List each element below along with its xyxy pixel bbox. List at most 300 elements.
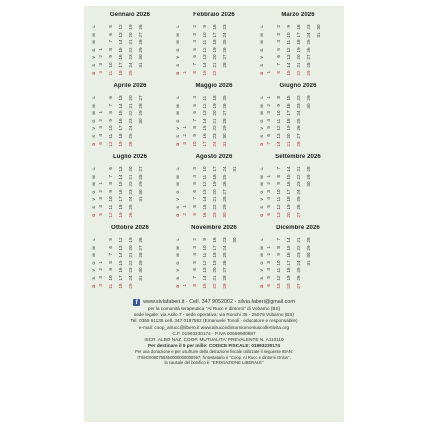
weekday-letter: M	[175, 245, 180, 250]
day-cell: 9	[276, 104, 281, 107]
weekday-letter: L	[175, 167, 180, 171]
day-empty	[97, 165, 107, 173]
day-cell: 14	[202, 196, 207, 202]
day-cell: 12	[276, 204, 281, 210]
weekday-letter: M	[175, 103, 180, 108]
day-cell: 20	[128, 31, 133, 37]
calendar-card	[84, 6, 344, 422]
day-cell: 8	[276, 71, 281, 74]
day-cell: 30	[306, 102, 311, 108]
day-cell: 17	[286, 110, 291, 116]
day-cell: 17	[118, 196, 123, 202]
month-block	[172, 225, 256, 296]
day-cell: 2	[182, 134, 187, 138]
day-cell: 7	[108, 253, 113, 257]
day-empty	[181, 38, 191, 46]
day-cell: 24	[296, 260, 301, 266]
weekday-letter: D	[259, 141, 264, 145]
day-cell: 11	[202, 174, 207, 179]
day-cell: 5	[192, 182, 197, 186]
day-empty	[97, 236, 107, 244]
day-cell: 5	[192, 48, 197, 51]
day-cell: 3	[276, 33, 281, 36]
day-cell: 19	[118, 211, 123, 217]
day-cell: 22	[128, 260, 133, 266]
day-cell: 21	[296, 237, 301, 243]
weekday-letter: M	[91, 32, 96, 37]
day-cell: 17	[212, 166, 217, 172]
day-cell: 15	[286, 173, 291, 179]
day-cell: 12	[118, 24, 123, 30]
day-cell: 18	[286, 118, 291, 124]
day-cell: 10	[276, 189, 281, 195]
day-empty	[97, 94, 107, 102]
day-cell: 1	[266, 246, 271, 249]
day-cell: 31	[222, 140, 227, 146]
weekday-letter: D	[91, 70, 96, 74]
weekday-letter: D	[91, 212, 96, 216]
weekday-letter: M	[91, 182, 96, 186]
day-cell: 18	[118, 204, 123, 210]
day-cell: 23	[222, 237, 227, 243]
day-empty	[181, 53, 191, 61]
day-cell: 17	[118, 62, 123, 68]
day-empty	[181, 236, 191, 244]
weekday-letter: M	[91, 253, 96, 257]
day-cell: 23	[212, 133, 217, 139]
day-cell: 2	[266, 253, 271, 257]
day-cell: 4	[192, 253, 197, 257]
day-cell: 1	[182, 284, 187, 287]
day-cell: 20	[286, 282, 291, 288]
day-cell: 11	[108, 133, 113, 139]
day-grid	[97, 94, 157, 147]
day-cell: 7	[108, 175, 113, 178]
month-block	[172, 83, 256, 154]
weekday-letter: S	[91, 134, 96, 138]
month-title: Agosto 2026	[195, 154, 233, 160]
weekday-letter: V	[175, 268, 180, 272]
day-empty	[265, 38, 275, 46]
weekday-letter: G	[91, 190, 96, 194]
day-cell: 29	[222, 282, 227, 288]
day-cell: 1	[98, 182, 103, 186]
day-cell: 19	[286, 275, 291, 281]
day-cell: 31	[232, 166, 237, 172]
day-cell: 19	[212, 181, 217, 187]
day-cell: 25	[222, 252, 227, 258]
day-cell: 29	[222, 125, 227, 131]
day-cell: 14	[118, 102, 123, 108]
day-grid	[181, 23, 241, 76]
day-cell: 10	[108, 125, 113, 131]
day-empty	[97, 38, 107, 46]
day-cell: 21	[128, 39, 133, 45]
weekday-letter: S	[175, 134, 180, 138]
day-cell: 31	[138, 62, 143, 68]
day-cell: 28	[222, 118, 227, 124]
month-block	[88, 12, 172, 83]
day-cell: 13	[202, 189, 207, 195]
weekday-letter: G	[175, 119, 180, 123]
day-cell: 5	[276, 48, 281, 51]
day-cell: 2	[192, 238, 197, 242]
day-cell: 19	[212, 47, 217, 53]
day-cell: 30	[306, 181, 311, 187]
day-cell: 28	[306, 62, 311, 68]
day-cell: 21	[128, 102, 133, 108]
weekday-letter: V	[259, 55, 264, 59]
day-cell: 16	[212, 24, 217, 30]
day-cell: 26	[128, 211, 133, 217]
day-cell: 22	[296, 69, 301, 75]
day-cell: 11	[286, 39, 291, 45]
weekday-letter: M	[259, 103, 264, 108]
weekday-letter: G	[259, 119, 264, 123]
day-cell: 10	[108, 196, 113, 202]
day-cell: 1	[266, 71, 271, 74]
donation-line: Per una donazione e per usufruire della detrazione fiscale utilizzate il seguente IBAN:	[134, 349, 294, 355]
day-cell: 10	[108, 275, 113, 281]
day-cell: 25	[128, 204, 133, 210]
day-cell: 27	[222, 189, 227, 195]
day-cell: 5	[108, 238, 113, 242]
day-cell: 17	[212, 31, 217, 37]
day-grid	[97, 23, 157, 76]
month-block	[172, 154, 256, 225]
day-cell: 25	[296, 118, 301, 124]
day-cell: 23	[306, 24, 311, 30]
day-cell: 24	[222, 166, 227, 172]
day-cell: 24	[306, 31, 311, 37]
day-cell: 23	[128, 118, 133, 124]
day-cell: 1	[266, 96, 271, 100]
day-cell: 20	[212, 189, 217, 195]
day-cell: 27	[138, 31, 143, 37]
month-block	[256, 225, 340, 296]
day-cell: 18	[286, 267, 291, 273]
day-empty	[265, 23, 275, 31]
day-cell: 6	[108, 167, 113, 171]
day-cell: 4	[266, 197, 271, 201]
day-cell: 8	[192, 205, 197, 209]
day-cell: 6	[108, 96, 113, 100]
weekday-letter: L	[91, 25, 96, 29]
day-cell: 19	[296, 47, 301, 53]
day-cell: 5	[98, 213, 103, 216]
day-cell: 14	[202, 275, 207, 281]
day-cell: 2	[98, 268, 103, 272]
day-cell: 23	[296, 181, 301, 187]
day-cell: 16	[296, 24, 301, 30]
day-cell: 12	[276, 125, 281, 131]
day-cell: 28	[138, 252, 143, 258]
day-cell: 6	[192, 190, 197, 193]
day-cell: 10	[276, 260, 281, 266]
day-cell: 14	[118, 252, 123, 258]
day-cell: 23	[128, 54, 133, 60]
day-cell: 20	[128, 95, 133, 101]
day-cell: 29	[306, 173, 311, 179]
weekday-letter: D	[259, 70, 264, 74]
day-cell: 17	[286, 260, 291, 266]
day-grid	[97, 165, 157, 218]
day-cell: 25	[222, 173, 227, 179]
day-empty	[265, 61, 275, 69]
iban-line: IT59G0080755450000000000567, l'intestatario è "Coop. Al Rucc e dintorni Onlus",	[137, 354, 291, 360]
day-cell: 27	[296, 211, 301, 217]
weekday-letter: L	[175, 238, 180, 242]
day-grid	[265, 165, 325, 218]
day-cell: 6	[192, 111, 197, 115]
day-cell: 18	[212, 39, 217, 45]
day-cell: 19	[286, 125, 291, 131]
day-cell: 9	[108, 119, 113, 122]
day-cell: 26	[128, 140, 133, 146]
day-cell: 12	[118, 237, 123, 243]
weekday-letter: G	[259, 261, 264, 265]
day-cell: 31	[316, 31, 321, 37]
day-empty	[181, 266, 191, 274]
day-cell: 13	[202, 110, 207, 116]
day-cell: 10	[202, 166, 207, 172]
day-cell: 2	[98, 190, 103, 193]
day-cell: 7	[266, 142, 271, 145]
day-cell: 13	[202, 54, 207, 60]
day-cell: 17	[118, 125, 123, 131]
day-cell: 14	[118, 173, 123, 179]
day-cell: 5	[98, 142, 103, 145]
day-cell: 22	[128, 181, 133, 187]
weekday-letter: S	[91, 276, 96, 280]
day-cell: 13	[202, 267, 207, 273]
weekday-letter: D	[175, 70, 180, 74]
month-title: Giugno 2026	[279, 83, 317, 89]
day-cell: 8	[108, 111, 113, 115]
day-cell: 15	[286, 95, 291, 101]
day-cell: 15	[118, 110, 123, 116]
day-cell: 25	[222, 95, 227, 101]
day-cell: 15	[202, 282, 207, 288]
day-cell: 20	[212, 110, 217, 116]
day-cell: 23	[128, 267, 133, 273]
weekday-letter: L	[259, 96, 264, 100]
day-empty	[265, 165, 275, 173]
day-cell: 30	[222, 133, 227, 139]
day-cell: 12	[286, 47, 291, 53]
day-cell: 6	[192, 268, 197, 272]
day-cell: 5	[192, 104, 197, 107]
month-title: Luglio 2026	[112, 154, 148, 160]
day-cell: 30	[316, 24, 321, 30]
day-cell: 21	[212, 196, 217, 202]
day-cell: 1	[182, 205, 187, 209]
day-cell: 4	[98, 71, 103, 74]
day-cell: 12	[202, 102, 207, 108]
day-cell: 17	[296, 31, 301, 37]
day-cell: 6	[108, 33, 113, 36]
day-cell: 20	[128, 166, 133, 172]
month-title: Maggio 2026	[195, 83, 233, 89]
day-cell: 12	[202, 47, 207, 53]
day-cell: 20	[286, 211, 291, 217]
day-cell: 7	[276, 63, 281, 67]
weekday-letter: M	[259, 32, 264, 37]
month-grid	[88, 12, 340, 296]
day-cell: 24	[296, 189, 301, 195]
day-cell: 12	[202, 181, 207, 187]
day-empty	[181, 180, 191, 188]
day-cell: 13	[118, 244, 123, 250]
day-cell: 23	[296, 252, 301, 258]
day-cell: 16	[202, 133, 207, 139]
day-cell: 16	[118, 189, 123, 195]
day-cell: 1	[98, 261, 103, 264]
day-cell: 6	[266, 213, 271, 216]
day-cell: 27	[296, 133, 301, 139]
weekday-letter: S	[91, 63, 96, 67]
day-cell: 10	[276, 110, 281, 116]
day-cell: 28	[306, 237, 311, 243]
day-empty	[181, 61, 191, 69]
day-cell: 20	[212, 54, 217, 60]
day-cell: 25	[296, 196, 301, 202]
day-cell: 26	[138, 24, 143, 30]
day-cell: 25	[128, 133, 133, 139]
day-cell: 2	[266, 104, 271, 107]
day-cell: 23	[212, 211, 217, 217]
day-cell: 7	[192, 276, 197, 280]
weekday-letter: V	[91, 197, 96, 201]
day-cell: 11	[276, 196, 281, 202]
weekday-letter: D	[91, 141, 96, 145]
day-cell: 2	[266, 182, 271, 186]
day-cell: 6	[266, 284, 271, 287]
day-cell: 16	[118, 118, 123, 124]
day-cell: 8	[192, 284, 197, 287]
day-grid	[265, 23, 325, 76]
day-cell: 11	[108, 204, 113, 210]
weekday-letter: M	[175, 32, 180, 37]
day-cell: 19	[212, 260, 217, 266]
weekday-letter: V	[91, 55, 96, 59]
day-cell: 5	[266, 205, 271, 209]
day-cell: 20	[296, 54, 301, 60]
day-cell: 25	[128, 282, 133, 288]
day-cell: 8	[108, 261, 113, 264]
month-title: Novembre 2026	[191, 225, 237, 231]
day-cell: 9	[108, 268, 113, 272]
day-cell: 18	[118, 69, 123, 75]
day-cell: 9	[108, 55, 113, 59]
weekday-letter: V	[91, 126, 96, 130]
day-cell: 30	[138, 54, 143, 60]
month-block	[88, 154, 172, 225]
day-cell: 22	[128, 47, 133, 53]
day-cell: 2	[98, 119, 103, 122]
day-cell: 7	[276, 167, 281, 171]
month-title: Dicembre 2026	[276, 225, 320, 231]
day-grid	[181, 94, 241, 147]
weekday-letter: L	[91, 96, 96, 100]
weekday-letter: D	[175, 141, 180, 145]
day-cell: 12	[108, 211, 113, 217]
weekday-letter: M	[91, 111, 96, 115]
day-cell: 10	[192, 140, 197, 146]
day-cell: 22	[296, 95, 301, 101]
day-cell: 21	[212, 275, 217, 281]
day-cell: 19	[118, 140, 123, 146]
day-cell: 18	[118, 133, 123, 139]
day-cell: 24	[212, 140, 217, 146]
day-cell: 3	[266, 261, 271, 264]
day-cell: 21	[128, 173, 133, 179]
day-cell: 13	[276, 282, 281, 288]
weekday-letter: M	[259, 174, 264, 179]
day-cell: 9	[202, 238, 207, 242]
day-cell: 11	[202, 252, 207, 258]
day-cell: 30	[222, 211, 227, 217]
day-cell: 29	[138, 181, 143, 187]
day-cell: 8	[192, 71, 197, 74]
day-cell: 10	[202, 31, 207, 37]
day-cell: 18	[212, 252, 217, 258]
day-cell: 4	[98, 134, 103, 138]
month-title: Aprile 2026	[113, 83, 147, 89]
weekday-letter: M	[91, 174, 96, 179]
day-empty	[181, 165, 191, 173]
day-cell: 15	[202, 204, 207, 210]
day-cell: 14	[286, 166, 291, 172]
day-cell: 11	[276, 267, 281, 273]
facebook-icon: f	[133, 299, 140, 306]
day-cell: 10	[286, 31, 291, 37]
weekday-letter: S	[175, 63, 180, 67]
day-cell: 22	[296, 244, 301, 250]
day-cell: 29	[138, 47, 143, 53]
day-cell: 9	[276, 253, 281, 257]
day-cell: 15	[202, 125, 207, 131]
weekday-letter: G	[175, 48, 180, 52]
day-cell: 7	[108, 104, 113, 107]
day-empty	[97, 23, 107, 31]
day-cell: 26	[296, 275, 301, 281]
day-cell: 4	[192, 175, 197, 178]
weekday-letter: M	[91, 40, 96, 44]
day-cell: 15	[202, 69, 207, 75]
weekday-letter: L	[259, 238, 264, 242]
day-cell: 27	[138, 166, 143, 172]
month-title: Febbraio 2026	[193, 12, 235, 18]
day-cell: 9	[192, 213, 197, 216]
day-cell: 13	[276, 133, 281, 139]
weekday-letter: D	[175, 212, 180, 216]
day-cell: 9	[286, 25, 291, 29]
weekday-letter: L	[175, 25, 180, 29]
weekday-letter: V	[259, 268, 264, 272]
weekday-letter: G	[175, 261, 180, 265]
day-cell: 30	[232, 237, 237, 243]
day-cell: 7	[192, 197, 197, 201]
weekday-letter: L	[259, 167, 264, 171]
day-cell: 10	[202, 244, 207, 250]
day-empty	[181, 94, 191, 102]
day-cell: 21	[212, 62, 217, 68]
day-cell: 28	[138, 173, 143, 179]
day-cell: 18	[212, 173, 217, 179]
weekday-letter: S	[175, 205, 180, 209]
weekday-letter: G	[91, 48, 96, 52]
